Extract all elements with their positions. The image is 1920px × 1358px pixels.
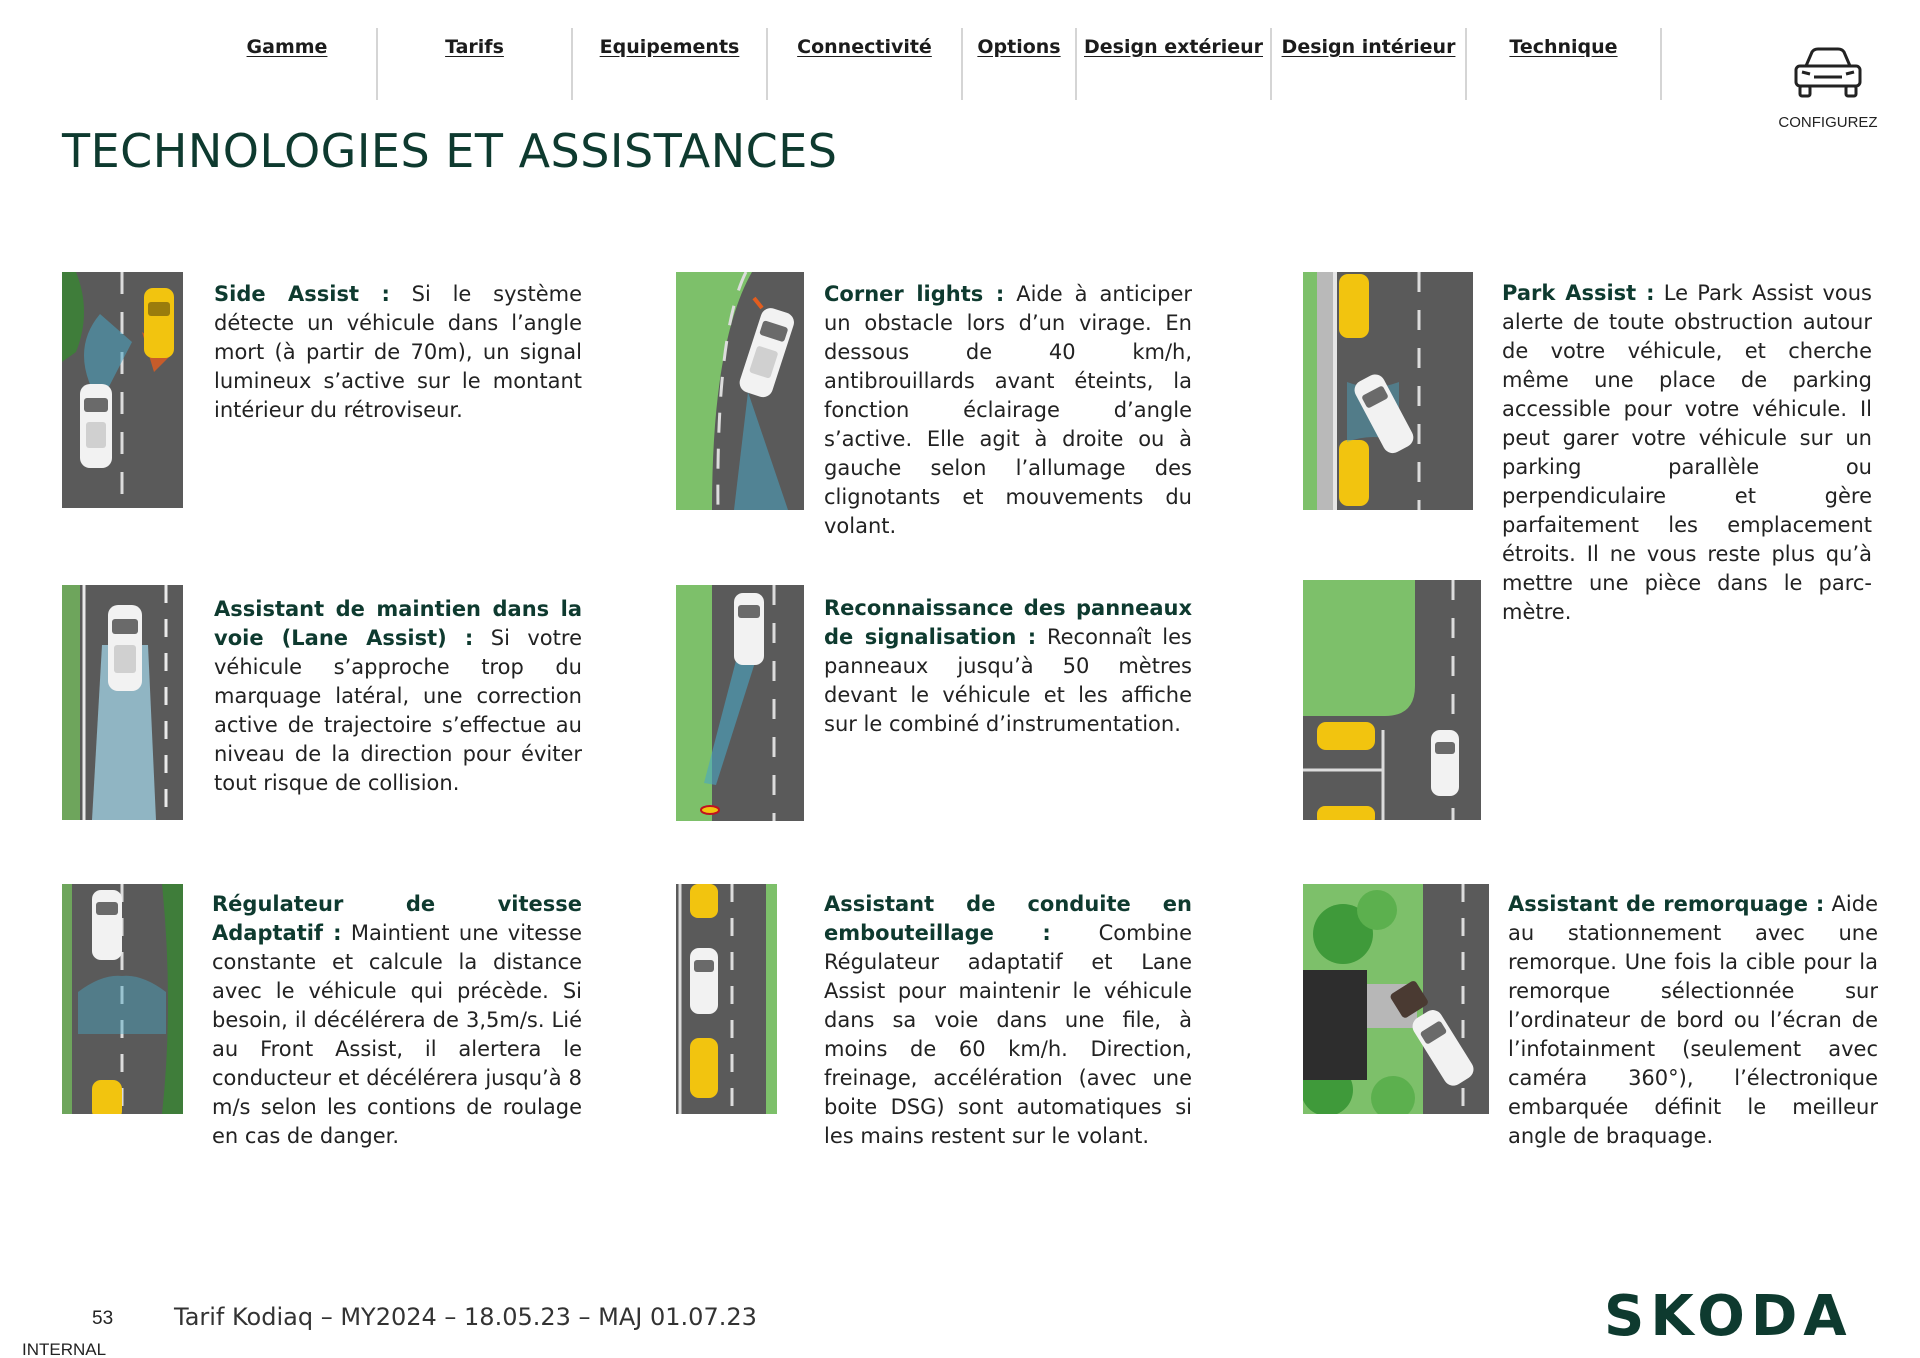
feature-corner-lights-name: Corner lights : [824,282,1005,306]
feature-traffic-jam-assist-desc: Combine Régulateur adaptatif et Lane Assist pour maintenir le véhicule dans sa voie dans une file, à moins de 60 km/h. Direction, freinage, accélération (avec une boite DSG) sont automatiques si les mains restent sur le volant. [824,921,1192,1148]
nav-link-options[interactable]: Options [977,36,1061,58]
feature-side-assist [214,280,582,425]
feature-adaptive-cruise-name: Régulateur de vitesse Adaptatif : [212,892,582,945]
feature-side-assist-name: Side Assist : [214,282,390,306]
nav-item-tarifs [378,28,573,100]
skoda-logo: SKODA [1604,1284,1853,1349]
page-title: TECHNOLOGIES ET ASSISTANCES [62,124,838,178]
feature-trailer-assist [1508,890,1878,1151]
nav-item-design-interieur [1272,28,1467,100]
feature-traffic-jam-assist [824,890,1192,1151]
feature-park-assist-desc: Le Park Assist vous alerte de toute obstruction autour de votre véhicule, et cherche même une place de parking accessible pour votre véhicule. Il peut garer votre véhicule sur un parking parallèle ou perpendiculaire et gère parfaitement les emplacement étroits. Il ne vous reste plus qu’à mettre une pièce dans le parc-mètre. [1502,281,1872,624]
sign-recognition-illustration [676,585,804,821]
configure-label: CONFIGUREZ [1778,114,1878,131]
top-navigation [198,28,1662,100]
nav-link-gamme[interactable]: Gamme [246,36,328,58]
feature-lane-assist-desc: Si votre véhicule s’approche trop du marquage latéral, une correction active de trajectoire s’effectue au niveau de la direction pour éviter tout risque de collision. [214,626,582,795]
car-front-icon [1772,46,1884,100]
nav-link-technique[interactable]: Technique [1509,36,1618,58]
nav-item-options [963,28,1077,100]
nav-link-tarifs[interactable]: Tarifs [445,36,504,58]
feature-lane-assist-name: Assistant de maintien dans la voie (Lane Assist) : [214,597,582,650]
adaptive-cruise-illustration [62,884,183,1114]
nav-item-technique [1467,28,1662,100]
document-reference: Tarif Kodiaq – MY2024 – 18.05.23 – MAJ 01.07.23 [174,1303,757,1331]
nav-link-equipements[interactable]: Equipements [599,36,740,58]
page-number: 53 [92,1308,114,1329]
feature-sign-recognition [824,594,1192,739]
nav-link-connectivite[interactable]: Connectivité [797,36,932,58]
nav-link-design-interieur[interactable]: Design intérieur [1281,36,1456,58]
nav-item-connectivite [768,28,963,100]
trailer-assist-illustration [1303,884,1489,1114]
feature-park-assist-name: Park Assist : [1502,281,1655,305]
corner-lights-illustration [676,272,804,510]
feature-adaptive-cruise [212,890,582,1151]
feature-traffic-jam-assist-name: Assistant de conduite en embouteillage : [824,892,1192,945]
feature-corner-lights [824,280,1192,541]
lane-assist-illustration [62,585,183,820]
feature-trailer-assist-desc: Aide au stationnement avec une remorque. Une fois la cible pour la remorque sélectionnée sur l’ordinateur de bord ou l’écran de l’infotainment (seulement avec caméra 360°), l’électronique embarquée définit le meilleur angle de braquage. [1508,892,1878,1148]
feature-sign-recognition-name: Reconnaissance des panneaux de signalisation : [824,596,1192,649]
feature-trailer-assist-name: Assistant de remorquage : [1508,892,1825,916]
park-assist-illustration-perpendicular [1303,580,1481,820]
park-assist-illustration-parallel [1303,272,1473,510]
classification-label: INTERNAL [22,1340,107,1358]
nav-item-gamme [198,28,378,100]
traffic-jam-assist-illustration [676,884,777,1114]
configure-button[interactable] [1772,46,1884,131]
side-assist-illustration [62,272,183,508]
nav-item-equipements [573,28,768,100]
feature-adaptive-cruise-desc: Maintient une vitesse constante et calcule la distance avec le véhicule qui précède. Si besoin, il décélérera de 3,5m/s. Lié au Front Assist, il alertera le conducteur et décélérera jusqu’à 8 m/s selon les contions de roulage en cas de danger. [212,921,583,1148]
nav-item-design-exterieur [1077,28,1272,100]
feature-side-assist-desc: Si le système détecte un véhicule dans l’angle mort (à partir de 70m), un signal lumineux s’active sur le montant intérieur du rétroviseur. [214,282,582,422]
feature-lane-assist [214,595,582,798]
feature-sign-recognition-desc: Reconnaît les panneaux jusqu’à 50 mètres devant le véhicule et les affiche sur le combiné d’instrumentation. [824,625,1192,736]
feature-park-assist [1502,279,1872,627]
nav-link-design-exterieur[interactable]: Design extérieur [1084,36,1263,58]
feature-corner-lights-desc: Aide à anticiper un obstacle lors d’un virage. En dessous de 40 km/h, antibrouillards avant éteints, la fonction éclairage d’angle s’active. Elle agit à droite ou à gauche selon l’allumage des clignotants et mouvements du volant. [824,282,1192,538]
